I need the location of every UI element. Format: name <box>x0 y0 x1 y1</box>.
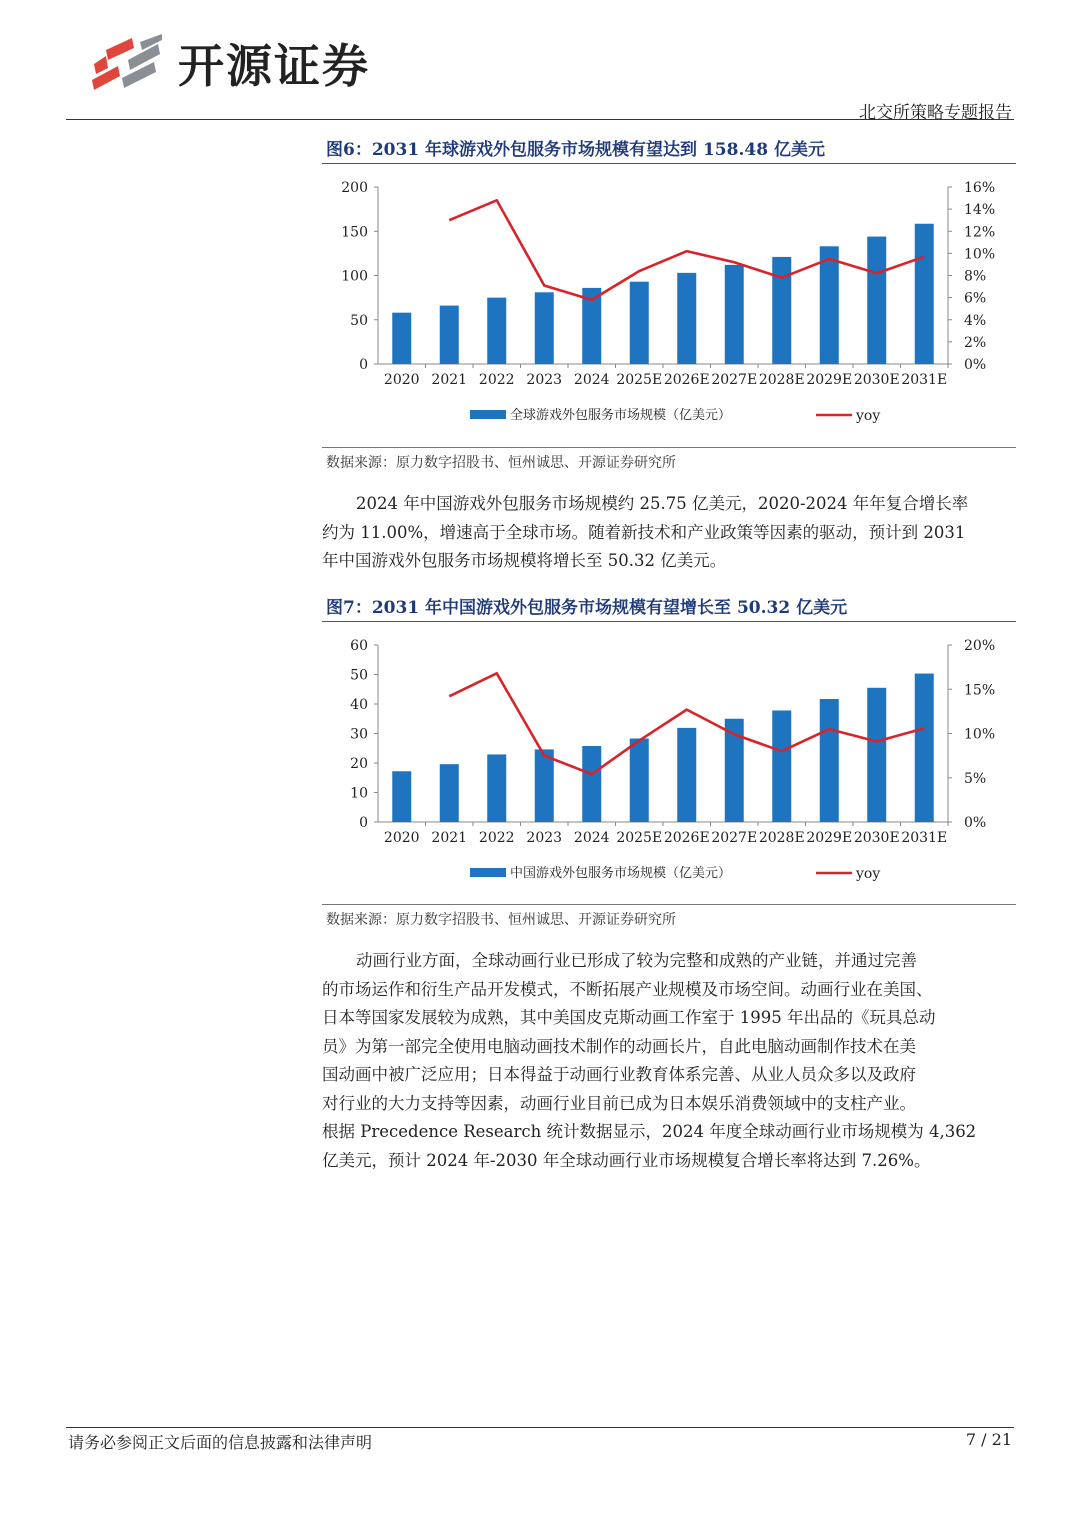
bar <box>535 292 554 364</box>
bar <box>915 674 934 822</box>
figure6-source: 数据来源：原力数字招股书、恒州诚思、开源证券研究所 <box>326 455 676 471</box>
figure6-top-rule <box>322 163 1016 164</box>
legend-line-label: yoy <box>856 866 881 882</box>
legend-bar-swatch <box>470 868 506 877</box>
text-line: 动画行业方面，全球动画行业已形成了较为完整和成熟的产业链，并通过完善 <box>356 951 917 970</box>
text-line: 年中国游戏外包服务市场规模将增长至 50.32 亿美元。 <box>322 551 727 570</box>
bar <box>725 265 744 364</box>
paragraph-china-market <box>322 490 1016 576</box>
y-tick-label: 60 <box>350 638 368 654</box>
y2-tick-label: 8% <box>964 268 987 285</box>
y2-tick-label: 16% <box>964 180 996 196</box>
bar <box>820 699 839 822</box>
text-line: 约为 11.00%，增速高于全球市场。随着新技术和产业政策等因素的驱动，预计到 2031 <box>322 522 966 542</box>
bar <box>487 298 506 364</box>
chart-china-market <box>322 628 1016 898</box>
y2-tick-label: 0% <box>964 815 987 831</box>
x-tick-label: 2031E <box>901 830 948 846</box>
x-tick-label: 2030E <box>853 372 900 388</box>
x-tick-label: 2026E <box>663 830 710 846</box>
bar <box>582 746 601 822</box>
figure6-bottom-rule <box>322 447 1016 448</box>
x-tick-label: 2030E <box>853 830 900 846</box>
figure7-title: 图7：2031 年中国游戏外包服务市场规模有望增长至 50.32 亿美元 <box>326 598 848 618</box>
y-tick-label: 20 <box>350 756 368 772</box>
bar <box>392 771 411 822</box>
legend-bar-label: 全球游戏外包服务市场规模（亿美元） <box>510 408 732 423</box>
bar <box>772 710 791 822</box>
y-tick-label: 50 <box>350 667 368 684</box>
x-tick-label: 2028E <box>758 372 805 388</box>
y-tick-label: 10 <box>350 785 368 802</box>
bar <box>867 688 886 822</box>
bar <box>630 739 649 822</box>
bar <box>915 224 934 364</box>
x-tick-label: 2029E <box>806 372 853 388</box>
bar <box>677 728 696 822</box>
text-line: 对行业的大力支持等因素，动画行业目前已成为日本娱乐消费领域中的支柱产业。 <box>322 1093 916 1113</box>
y-tick-label: 200 <box>341 180 368 196</box>
x-tick-label: 2022 <box>478 830 515 846</box>
page-number: 7 / 21 <box>965 1430 1012 1449</box>
bar <box>630 282 649 364</box>
x-tick-label: 2031E <box>901 372 948 388</box>
figure7-bottom-rule <box>322 904 1016 905</box>
x-tick-label: 2023 <box>526 372 563 388</box>
legend-line-label: yoy <box>856 408 881 424</box>
text-line: 日本等国家发展较为成熟，其中美国皮克斯动画工作室于 1995 年出品的《玩具总动 <box>322 1008 936 1027</box>
x-tick-label: 2021 <box>431 372 468 388</box>
y2-tick-label: 0% <box>964 357 987 373</box>
text-line: 的市场运作和衍生产品开发模式，不断拓展产业规模及市场空间。动画行业在美国、 <box>322 979 933 999</box>
x-tick-label: 2028E <box>758 830 805 846</box>
figure7-top-rule <box>322 621 1016 622</box>
x-tick-label: 2020 <box>383 372 420 388</box>
bar <box>440 306 459 364</box>
bar <box>867 237 886 364</box>
text-line: 员》为第一部完全使用电脑动画技术制作的动画长片，自此电脑动画制作技术在美 <box>322 1036 916 1056</box>
x-tick-label: 2021 <box>431 830 468 846</box>
x-tick-label: 2029E <box>806 830 853 846</box>
bar <box>677 273 696 364</box>
text-line: 亿美元，预计 2024 年-2030 年全球动画行业市场规模复合增长率将达到 7.26%。 <box>322 1150 931 1170</box>
x-tick-label: 2024 <box>573 830 610 846</box>
y-tick-label: 50 <box>350 312 368 329</box>
bar <box>440 764 459 822</box>
footer-disclaimer: 请务必参阅正文后面的信息披露和法律声明 <box>68 1433 373 1452</box>
chart-global-market <box>322 170 1016 440</box>
y-tick-label: 0 <box>359 815 368 831</box>
y-tick-label: 40 <box>350 697 368 713</box>
x-tick-label: 2027E <box>711 830 758 846</box>
bar <box>772 257 791 364</box>
bar <box>535 749 554 822</box>
bar <box>392 313 411 364</box>
y2-tick-label: 14% <box>964 202 996 219</box>
y2-tick-label: 6% <box>964 290 987 307</box>
y-tick-label: 30 <box>350 726 368 743</box>
x-tick-label: 2027E <box>711 372 758 388</box>
figure6-title: 图6：2031 年球游戏外包服务市场规模有望达到 158.48 亿美元 <box>326 140 825 160</box>
y2-tick-label: 10% <box>964 726 996 743</box>
y-tick-label: 150 <box>341 224 368 241</box>
report-type: 北交所策略专题报告 <box>859 103 1012 123</box>
x-tick-label: 2023 <box>526 830 563 846</box>
brand-name: 开源证券 <box>178 39 370 93</box>
header-divider <box>66 119 1014 120</box>
y2-tick-label: 20% <box>964 638 996 654</box>
x-tick-label: 2025E <box>616 830 663 846</box>
brand-logo-icon <box>88 34 178 98</box>
text-line: 根据 Precedence Research 统计数据显示，2024 年度全球动画行业市场规模为 4,362 <box>322 1122 977 1141</box>
y2-tick-label: 4% <box>964 312 987 329</box>
y2-tick-label: 12% <box>964 224 996 241</box>
text-line: 2024 年中国游戏外包服务市场规模约 25.75 亿美元，2020-2024 年年复合增长率 <box>356 494 969 513</box>
y2-tick-label: 5% <box>964 770 987 787</box>
footer-divider <box>66 1427 1014 1428</box>
x-tick-label: 2020 <box>383 830 420 846</box>
y2-tick-label: 15% <box>964 682 996 699</box>
legend-bar-label: 中国游戏外包服务市场规模（亿美元） <box>510 866 732 881</box>
text-line: 国动画中被广泛应用；日本得益于动画行业教育体系完善、从业人员众多以及政府 <box>322 1065 916 1084</box>
y2-tick-label: 10% <box>964 246 996 263</box>
x-tick-label: 2024 <box>573 372 610 388</box>
bar <box>820 246 839 364</box>
y2-tick-label: 2% <box>964 334 987 351</box>
legend-bar-swatch <box>470 410 506 419</box>
y-tick-label: 0 <box>359 357 368 373</box>
figure7-source: 数据来源：原力数字招股书、恒州诚思、开源证券研究所 <box>326 912 676 928</box>
bar <box>487 754 506 822</box>
x-tick-label: 2025E <box>616 372 663 388</box>
x-tick-label: 2026E <box>663 372 710 388</box>
y-tick-label: 100 <box>341 268 368 285</box>
x-tick-label: 2022 <box>478 372 515 388</box>
paragraph-animation-industry <box>322 947 1016 1175</box>
